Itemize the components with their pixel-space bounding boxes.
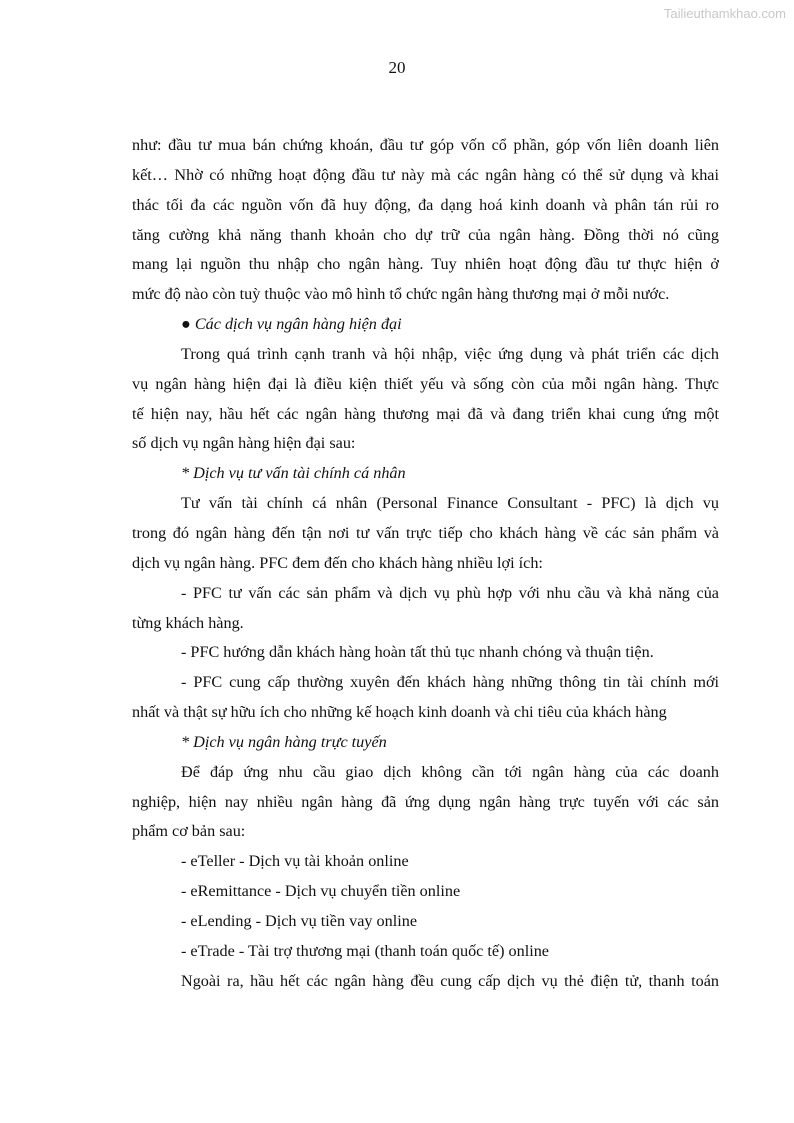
text-line: tăng cường khả năng thanh khoản cho dự trữ của ngân hàng. Đồng thời nó cũng	[132, 225, 719, 244]
text-line: Để đáp ứng nhu cầu giao dịch không cần tới ngân hàng của các doanh	[181, 762, 719, 781]
text-line: nhất và thật sự hữu ích cho những kế hoạch kinh doanh và chi tiêu của khách hàng	[132, 703, 667, 722]
text-line: - PFC cung cấp thường xuyên đến khách hàng những thông tin tài chính mới	[181, 673, 719, 692]
section-heading: ● Các dịch vụ ngân hàng hiện đại	[181, 315, 402, 334]
text-line: mang lại nguồn thu nhập cho ngân hàng. Tuy nhiên hoạt động đầu tư thực hiện ở	[132, 255, 719, 274]
text-line: Trong quá trình cạnh tranh và hội nhập, việc ứng dụng và phát triển các dịch	[181, 344, 719, 363]
text-line: - eTrade - Tài trợ thương mại (thanh toán quốc tế) online	[181, 941, 549, 960]
text-line: trong đó ngân hàng đến tận nơi tư vấn trực tiếp cho khách hàng về các sản phẩm và	[132, 523, 719, 542]
text-line: dịch vụ ngân hàng. PFC đem đến cho khách hàng nhiều lợi ích:	[132, 553, 543, 572]
text-line: nghiệp, hiện nay nhiều ngân hàng đã ứng dụng ngân hàng trực tuyến với các sản	[132, 792, 719, 811]
document-body	[132, 131, 719, 996]
text-line: - eLending - Dịch vụ tiền vay online	[181, 911, 417, 930]
page-number: 20	[388, 58, 406, 77]
text-line: tế hiện nay, hầu hết các ngân hàng thương mại đã và đang triển khai cung ứng một	[132, 404, 719, 423]
text-line: kết… Nhờ có những hoạt động đầu tư này mà các ngân hàng có thể sử dụng và khai	[132, 165, 719, 184]
text-line: thác tối đa các nguồn vốn đã huy động, đa dạng hoá kinh doanh và phân tán rủi ro	[132, 195, 719, 214]
text-line: từng khách hàng.	[132, 613, 244, 632]
text-line: phẩm cơ bản sau:	[132, 822, 246, 841]
text-line: Ngoài ra, hầu hết các ngân hàng đều cung cấp dịch vụ thẻ điện tử, thanh toán	[181, 971, 719, 990]
text-line: - eTeller - Dịch vụ tài khoản online	[181, 852, 409, 871]
text-line: - eRemittance - Dịch vụ chuyển tiền online	[181, 882, 461, 901]
watermark: Tailieuthamkhao.com	[663, 6, 786, 21]
text-line: Tư vấn tài chính cá nhân (Personal Finance Consultant - PFC) là dịch vụ	[181, 494, 719, 513]
text-line: - PFC tư vấn các sản phẩm và dịch vụ phù hợp với nhu cầu và khả năng của	[181, 583, 719, 602]
section-heading: * Dịch vụ ngân hàng trực tuyến	[181, 732, 387, 751]
text-line: như: đầu tư mua bán chứng khoán, đầu tư góp vốn cổ phần, góp vốn liên doanh liên	[132, 136, 719, 154]
text-line: vụ ngân hàng hiện đại là điều kiện thiết yếu và sống còn của mỗi ngân hàng. Thực	[132, 374, 719, 393]
text-line: mức độ nào còn tuỳ thuộc vào mô hình tổ chức ngân hàng thương mại ở mỗi nước.	[132, 285, 670, 304]
text-line: - PFC hướng dẫn khách hàng hoàn tất thủ tục nhanh chóng và thuận tiện.	[181, 643, 654, 662]
section-heading: * Dịch vụ tư vấn tài chính cá nhân	[181, 464, 406, 483]
text-line: số dịch vụ ngân hàng hiện đại sau:	[132, 434, 356, 453]
